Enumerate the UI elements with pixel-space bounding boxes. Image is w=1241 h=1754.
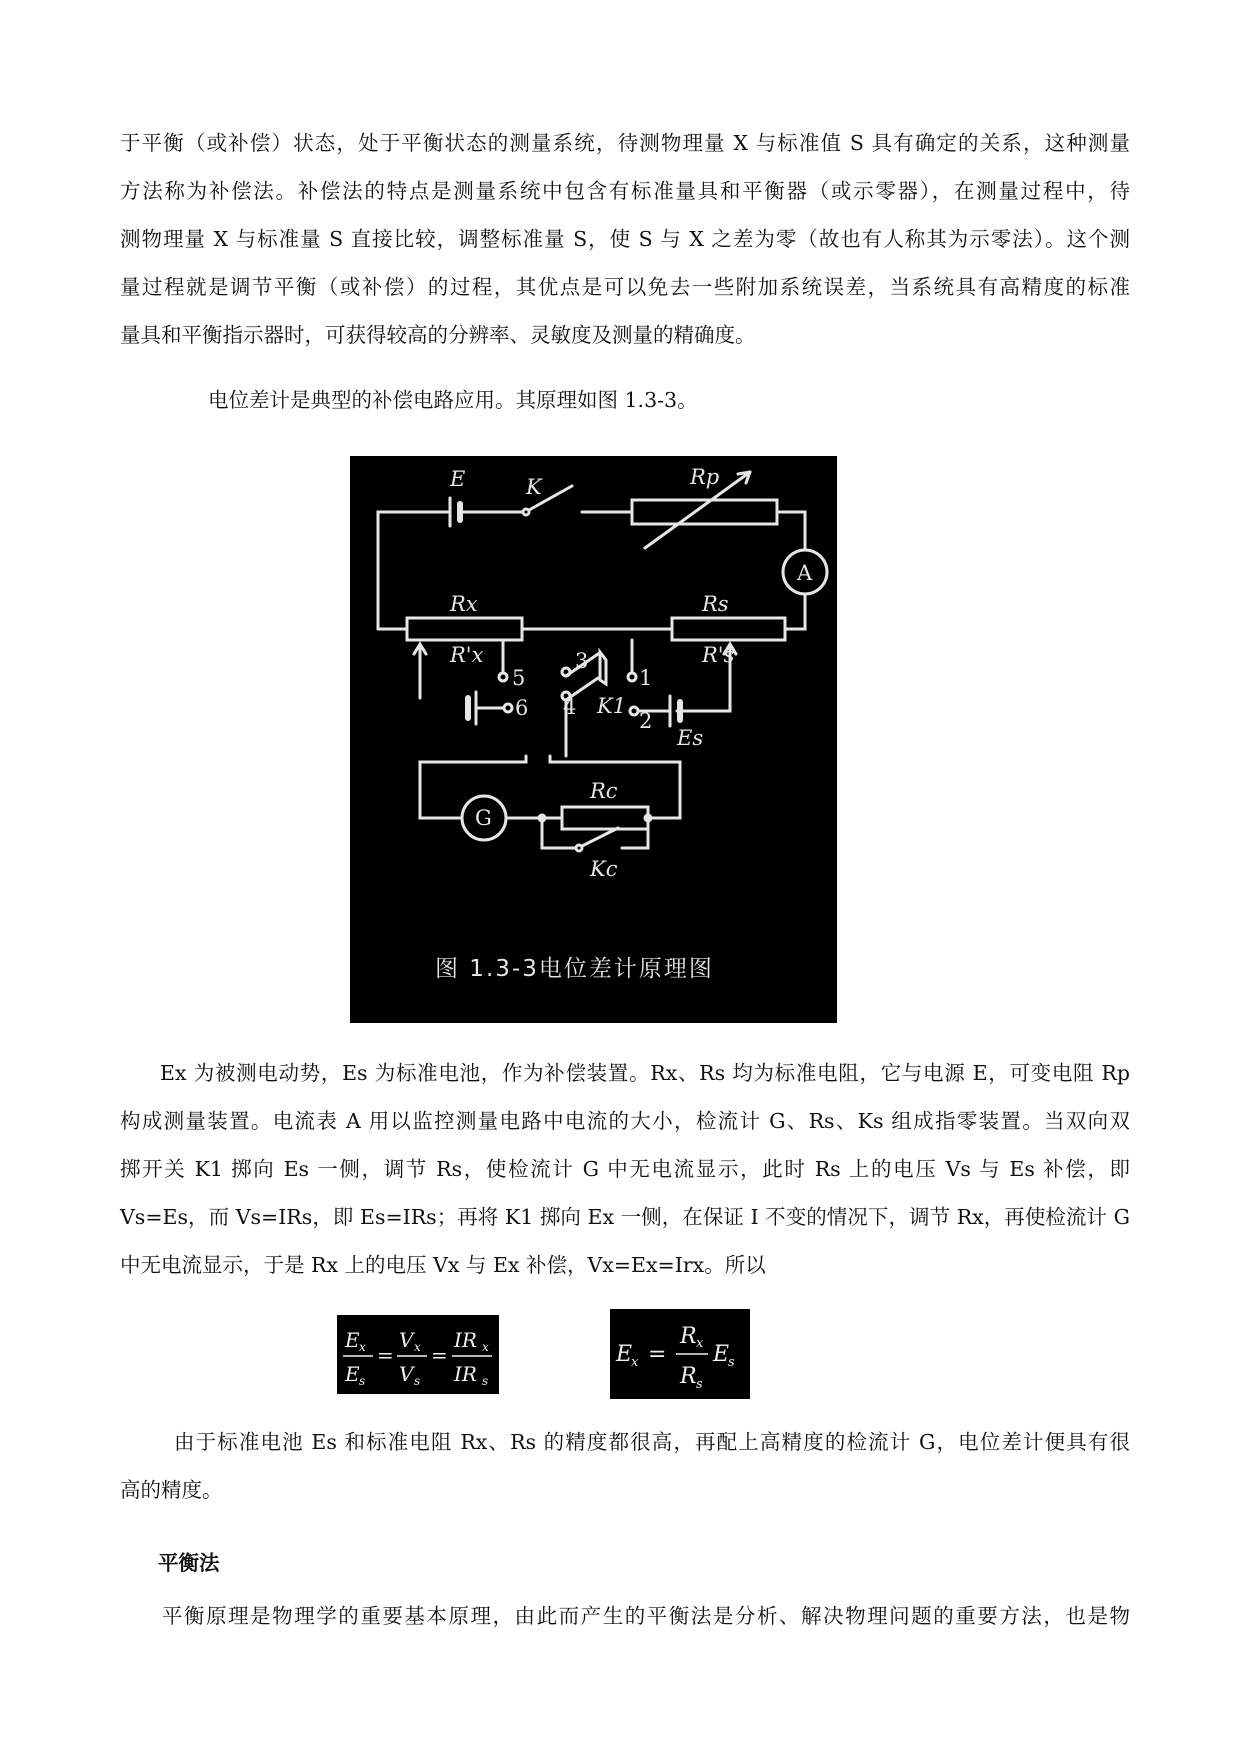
wire — [777, 512, 805, 550]
label-Rx-prime: R'x — [450, 643, 484, 667]
label-terminal-3: 3 — [575, 649, 589, 673]
junction — [645, 815, 651, 821]
formula-ratio — [337, 1315, 499, 1394]
text-line: 掷开关 K1 掷向 Es 一侧，调节 Rs，使检流计 G 中无电流显示，此时 Rs 上的电压 Vs 与 Es 补偿，即 — [120, 1157, 1130, 1181]
wire — [542, 818, 576, 848]
paragraph-potentiometer-explanation — [120, 1049, 1130, 1289]
paragraph-compensation-method — [120, 119, 1130, 359]
label-terminal-6: 6 — [515, 696, 529, 720]
text-line: 由于标准电池 Es 和标准电阻 Rx、Rs 的精度都很高，再配上高精度的检流计 G，电位差计便具有很 — [174, 1430, 1130, 1454]
resistor-Rc — [562, 807, 648, 829]
text-line: Ex 为被测电动势，Es 为标准电池，作为补偿装置。Rx、Rs 均为标准电阻，它与电源 E，可变电阻 Rp — [160, 1061, 1130, 1085]
section-heading-balance-method: 平衡法 — [158, 1551, 220, 1575]
text-line: 方法称为补偿法。补偿法的特点是测量系统中包含有标准量具和平衡器（或示零器），在测量过程中，待 — [120, 179, 1130, 203]
formula-ratio-eq2: = — [431, 1343, 448, 1367]
formula-ratio-n3-sub: x — [482, 1340, 489, 1354]
label-terminal-5: 5 — [512, 666, 526, 690]
label-terminal-1: 1 — [639, 666, 653, 690]
label-A: A — [797, 561, 813, 585]
paragraph-precision — [120, 1418, 1130, 1514]
formula-ex-rhs-sub: s — [728, 1355, 735, 1370]
wire — [785, 594, 805, 629]
text-line: 量过程就是调节平衡（或补偿）的过程，其优点是可以免去一些附加系统误差，当系统具有高精度的标准 — [120, 275, 1130, 299]
label-terminal-2: 2 — [639, 709, 653, 733]
formula-ratio-d3-sub: s — [482, 1374, 489, 1388]
terminal-6 — [504, 704, 512, 712]
resistor-Rs — [672, 618, 785, 640]
formula-ex — [610, 1309, 750, 1399]
label-terminal-4: 4 — [563, 695, 577, 719]
label-K: K — [526, 475, 542, 499]
text-line: 中无电流显示，于是 Rx 上的电压 Vx 与 Ex 补偿，Vx=Ex=Irx。所以 — [120, 1253, 766, 1277]
terminal-5 — [499, 673, 507, 681]
formula-ex-eq: = — [648, 1342, 667, 1367]
label-Rs: Rs — [702, 592, 729, 616]
formula-ratio-d2-sub: s — [414, 1374, 421, 1388]
formula-ex-rhs: E — [713, 1342, 730, 1367]
paragraph-balance-principle — [162, 1592, 1130, 1640]
formula-ex-lhs-sub: x — [631, 1355, 639, 1370]
formula-ex-num-sub: x — [696, 1336, 704, 1351]
wire — [378, 512, 450, 629]
formula-ex-lhs: E — [616, 1342, 633, 1367]
formula-ratio-n2-sub: x — [414, 1340, 421, 1354]
text-line: 于平衡（或补偿）状态，处于平衡状态的测量系统，待测物理量 X 与标准值 S 具有确定的关系，这种测量 — [120, 131, 1130, 155]
paragraph-potentiometer-intro: 电位差计是典型的补偿电路应用。其原理如图 1.3-3。 — [208, 388, 698, 412]
figure-caption: 图 1.3-3电位差计原理图 — [435, 956, 714, 982]
formula-ratio-n1: E — [345, 1328, 360, 1352]
wire — [420, 756, 526, 818]
label-Es: Es — [677, 726, 704, 750]
formula-ex-den: R — [680, 1364, 697, 1389]
junction — [539, 815, 545, 821]
label-Rp: Rp — [690, 465, 720, 489]
formula-ratio-d3: IR — [454, 1362, 477, 1386]
formula-ratio-d1-sub: s — [359, 1374, 366, 1388]
formula-ratio-n2: V — [399, 1328, 414, 1352]
label-Kc: Kc — [590, 857, 618, 881]
formula-ex-num: R — [680, 1324, 697, 1349]
terminal-1 — [628, 673, 636, 681]
label-Rc: Rc — [590, 779, 618, 803]
label-G: G — [475, 806, 492, 830]
switch-Kc-blade — [582, 828, 618, 846]
label-Rx: Rx — [450, 592, 478, 616]
label-K1: K1 — [597, 694, 627, 718]
formula-ratio-d2: V — [399, 1362, 414, 1386]
formula-ratio-eq1: = — [377, 1343, 394, 1367]
potentiometer-circuit-figure — [350, 456, 837, 1023]
label-Rs-prime: R's — [702, 643, 735, 667]
resistor-Rx — [407, 618, 522, 640]
formula-ratio-n3: IR — [454, 1328, 477, 1352]
wire — [622, 818, 648, 848]
text-line: 量具和平衡指示器时，可获得较高的分辨率、灵敏度及测量的精确度。 — [120, 323, 756, 347]
formula-ex-den-sub: s — [696, 1377, 703, 1392]
switch-K1-lever — [600, 652, 606, 684]
formula-ratio-n1-sub: x — [359, 1340, 366, 1354]
text-line: Vs=Es，而 Vs=IRs，即 Es=IRs；再将 K1 掷向 Ex 一侧，在保证 I 不变的情况下，调节 Rx，再使检流计 G — [120, 1205, 1130, 1229]
formula-ratio-d1: E — [345, 1362, 360, 1386]
text-line: 测物理量 X 与标准量 S 直接比较，调整标准量 S，使 S 与 X 之差为零（故也有人称其为示零法）。这个测 — [120, 227, 1130, 251]
text-line: 平衡原理是物理学的重要基本原理，由此而产生的平衡法是分析、解决物理问题的重要方法，也是物 — [162, 1604, 1130, 1628]
label-E: E — [450, 467, 466, 491]
text-line: 高的精度。 — [120, 1478, 223, 1502]
text-line: 构成测量装置。电流表 A 用以监控测量电路中电流的大小，检流计 G、Rs、Ks 组成指零装置。当双向双 — [120, 1109, 1130, 1133]
